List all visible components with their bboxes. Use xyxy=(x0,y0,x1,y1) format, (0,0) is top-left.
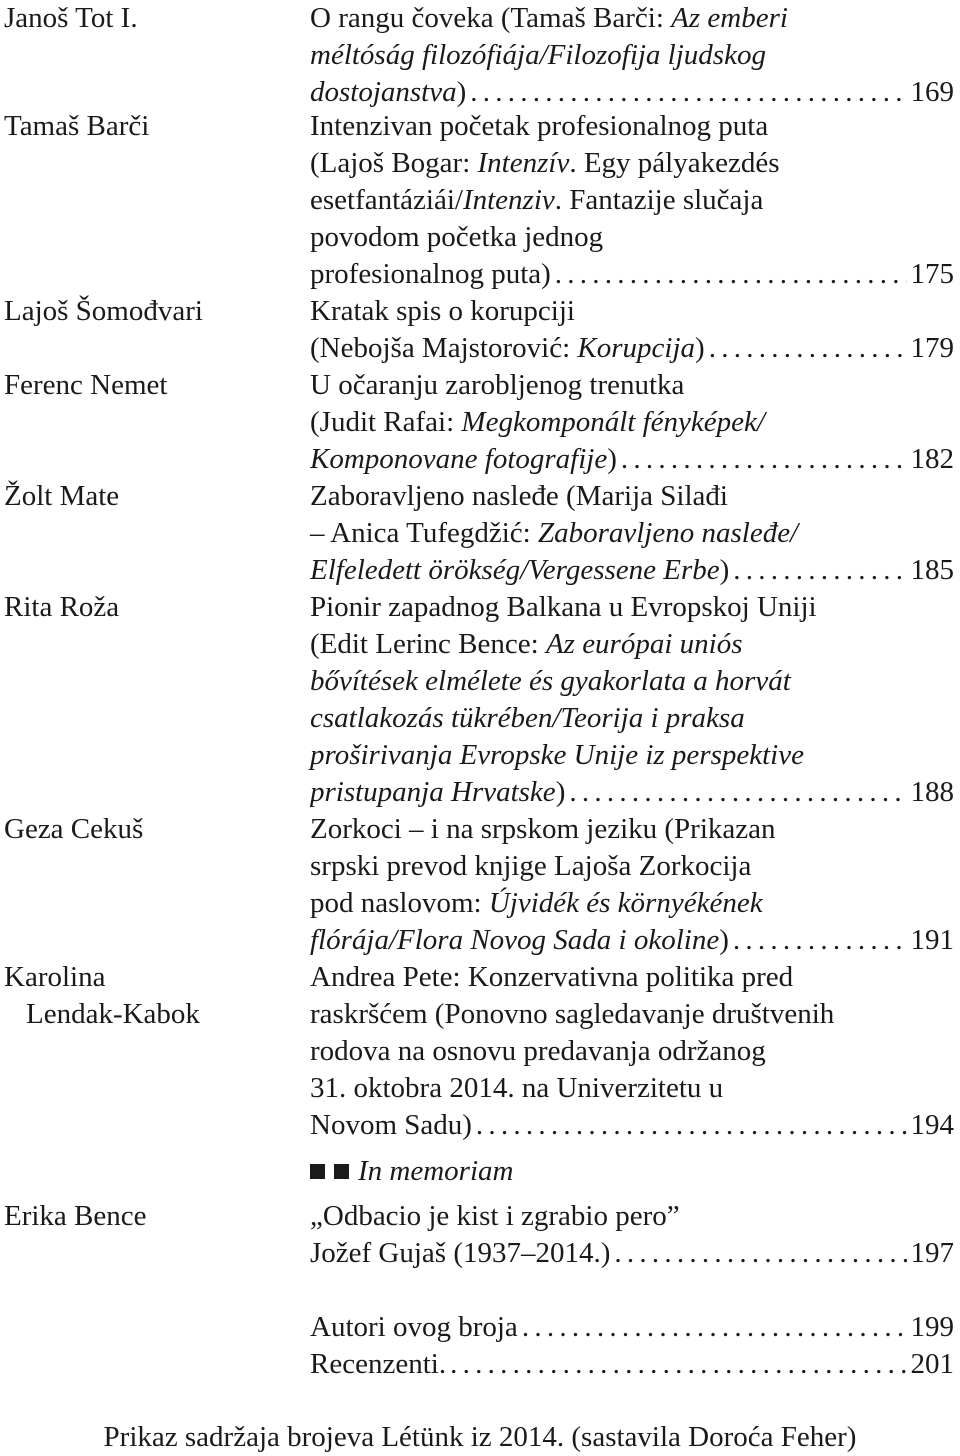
entry-title xyxy=(310,0,954,111)
section-heading-text: In memoriam xyxy=(358,1155,514,1187)
title-italic-text: Elfeledett örökség/Vergessene Erbe xyxy=(310,554,720,586)
title-line xyxy=(310,1198,954,1235)
title-line xyxy=(310,37,954,74)
entry-title xyxy=(310,1346,954,1383)
dot-leader xyxy=(569,774,906,811)
title-text: „Odbacio je kist i zgrabio pero” xyxy=(310,1200,680,1232)
title-text: Kratak spis o korupciji xyxy=(310,295,575,327)
title-last-line xyxy=(310,441,954,478)
title-italic-text: dostojanstva xyxy=(310,76,457,108)
author-name-continued: Lendak-Kabok xyxy=(26,998,200,1030)
title-italic-text: Az európai uniós xyxy=(545,628,743,660)
title-last-line xyxy=(310,552,954,589)
title-italic-text: Zaboravljeno nasleđe/ xyxy=(537,517,799,549)
title-text: ) xyxy=(555,776,566,808)
entry-title xyxy=(310,293,954,367)
title-line xyxy=(310,108,954,145)
entry-author xyxy=(4,589,294,626)
entry-author xyxy=(4,1198,294,1235)
dot-leader xyxy=(621,441,907,478)
title-line xyxy=(310,1033,954,1070)
title-text: Intenzivan početak profesionalnog puta xyxy=(310,110,769,142)
title-line-text xyxy=(310,774,565,811)
title-line xyxy=(310,219,954,256)
title-line xyxy=(310,145,954,182)
entry-title xyxy=(310,811,954,959)
entry-author xyxy=(4,811,294,848)
author-name: Tamaš Barči xyxy=(4,110,150,142)
dot-leader xyxy=(522,1309,907,1346)
entry-title xyxy=(310,1198,954,1272)
entry-author xyxy=(4,108,294,145)
title-text: Recenzenti. xyxy=(310,1348,447,1380)
title-line-text xyxy=(310,922,729,959)
title-line-text xyxy=(310,441,617,478)
dot-leader xyxy=(709,330,907,367)
title-text: ) xyxy=(695,332,705,364)
title-text: povodom početka jednog xyxy=(310,221,604,253)
title-text: pod naslovom: xyxy=(310,887,489,919)
page-number: 201 xyxy=(910,1348,954,1380)
page-number: 169 xyxy=(910,76,954,108)
title-line xyxy=(310,293,954,330)
title-line xyxy=(310,885,954,922)
title-line-text xyxy=(310,1346,446,1383)
title-italic-text: Megkomponált fényképek/ xyxy=(461,406,765,438)
title-text: O rangu čoveka (Tamaš Barči: xyxy=(310,2,672,34)
page-number: 191 xyxy=(910,924,954,956)
title-last-line xyxy=(310,256,954,293)
title-line xyxy=(310,700,954,737)
title-text: Zorkoci – i na srpskom jeziku (Prikazan xyxy=(310,813,776,845)
title-line xyxy=(310,0,954,37)
title-line xyxy=(310,848,954,885)
title-line xyxy=(310,404,954,441)
page-number: 179 xyxy=(910,332,954,364)
page-number: 175 xyxy=(910,258,954,290)
title-line-text xyxy=(310,74,466,111)
entry-author xyxy=(4,367,294,404)
title-line xyxy=(310,589,954,626)
title-text: raskršćem (Ponovno sagledavanje društvenih xyxy=(310,998,835,1030)
page-number: 188 xyxy=(910,776,954,808)
title-italic-text: proširivanja Evropske Unije iz perspektive xyxy=(310,739,804,771)
title-text: ) xyxy=(719,924,729,956)
title-text: rodova na osnovu predavanja održanog xyxy=(310,1035,766,1067)
title-text: esetfantáziái/ xyxy=(310,184,463,216)
title-last-line xyxy=(310,1235,954,1272)
title-line xyxy=(310,811,954,848)
title-italic-text: Komponovane fotografije xyxy=(310,443,608,475)
title-line xyxy=(310,959,954,996)
title-line xyxy=(310,1070,954,1107)
page-number: 182 xyxy=(910,443,954,475)
title-line xyxy=(310,996,954,1033)
title-text: ) xyxy=(607,443,617,475)
entry-author xyxy=(4,959,294,1033)
title-italic-text: Újvidék és környékének xyxy=(488,887,763,919)
title-last-line xyxy=(310,922,954,959)
title-italic-text: bővítések elmélete és gyakorlata a horvát xyxy=(310,665,791,697)
title-text: (Judit Rafai: xyxy=(310,406,462,438)
title-text: ) xyxy=(456,76,467,108)
title-line-text xyxy=(310,1107,472,1144)
dot-leader xyxy=(450,1346,906,1383)
title-text: Pionir zapadnog Balkana u Evropskoj Uniji xyxy=(310,591,817,623)
title-text: Andrea Pete: Konzervativna politika pred xyxy=(310,961,794,993)
author-name: Karolina xyxy=(4,961,106,993)
entry-author xyxy=(4,478,294,515)
title-text: (Nebojša Majstorović: xyxy=(310,332,578,364)
title-line xyxy=(310,367,954,404)
title-italic-text: Korupcija xyxy=(577,332,696,364)
page-number: 197 xyxy=(910,1237,954,1269)
title-line-text xyxy=(310,1309,518,1346)
title-text: ) xyxy=(719,554,730,586)
author-name: Rita Roža xyxy=(4,591,120,623)
title-last-line xyxy=(310,330,954,367)
author-name: Erika Bence xyxy=(4,1200,147,1232)
page-caption: Prikaz sadržaja brojeva Létünk iz 2014. (sastavila Doroća Feher) xyxy=(103,1421,857,1453)
entry-title xyxy=(310,478,954,589)
title-last-line xyxy=(310,1346,954,1383)
title-italic-text: Intenzív xyxy=(477,147,570,179)
title-text: . Egy pályakezdés xyxy=(569,147,780,179)
dot-leader xyxy=(733,922,907,959)
entry-author xyxy=(4,0,294,37)
title-italic-text: Az emberi xyxy=(671,2,788,34)
dot-leader xyxy=(614,1235,906,1272)
author-name: Janoš Tot I. xyxy=(4,2,138,34)
title-italic-text: Intenziv xyxy=(462,184,555,216)
title-text: (Edit Lerinc Bence: xyxy=(310,628,546,660)
square-bullet-icon xyxy=(310,1164,325,1179)
title-line-text xyxy=(310,552,729,589)
title-text: Zaboravljeno nasleđe (Marija Silađi xyxy=(310,480,728,512)
title-text: Autori ovog broja xyxy=(310,1311,518,1343)
title-line xyxy=(310,515,954,552)
section-heading xyxy=(310,1153,513,1190)
title-line xyxy=(310,737,954,774)
title-last-line xyxy=(310,774,954,811)
title-line-text xyxy=(310,1235,610,1272)
page-number: 199 xyxy=(910,1311,954,1343)
title-text: 31. oktobra 2014. na Univerzitetu u xyxy=(310,1072,724,1104)
entry-title xyxy=(310,108,954,293)
title-line-text xyxy=(310,256,551,293)
title-text: U očaranju zarobljenog trenutka xyxy=(310,369,685,401)
title-last-line xyxy=(310,1309,954,1346)
title-text: – Anica Tufegdžić: xyxy=(310,517,538,549)
author-name: Lajoš Šomođvari xyxy=(4,295,203,327)
title-italic-text: pristupanja Hrvatske xyxy=(310,776,556,808)
author-name: Žolt Mate xyxy=(4,480,120,512)
title-line xyxy=(310,626,954,663)
author-name: Ferenc Nemet xyxy=(4,369,168,401)
title-line-text xyxy=(310,330,705,367)
entry-title xyxy=(310,589,954,811)
title-line xyxy=(310,478,954,515)
title-text: profesionalnog puta) xyxy=(310,258,551,290)
dot-leader xyxy=(733,552,906,589)
entry-title xyxy=(310,959,954,1144)
page-number: 194 xyxy=(910,1109,954,1141)
entry-title xyxy=(310,1309,954,1346)
title-last-line xyxy=(310,1107,954,1144)
title-text: . Fantazije slučaja xyxy=(554,184,764,216)
title-text: srpski prevod knjige Lajoša Zorkocija xyxy=(310,850,752,882)
square-bullet-icon xyxy=(334,1164,349,1179)
title-text: Novom Sadu) xyxy=(310,1109,472,1141)
dot-leader xyxy=(476,1107,907,1144)
entry-author xyxy=(4,293,294,330)
author-name: Geza Cekuš xyxy=(4,813,144,845)
title-text: (Lajoš Bogar: xyxy=(310,147,478,179)
title-line xyxy=(310,663,954,700)
title-italic-text: csatlakozás tükrében/Teorija i praksa xyxy=(310,702,745,734)
entry-title xyxy=(310,367,954,478)
title-last-line xyxy=(310,74,954,111)
page-number: 185 xyxy=(910,554,954,586)
title-text: Jožef Gujaš (1937–2014.) xyxy=(310,1237,611,1269)
dot-leader xyxy=(470,74,906,111)
dot-leader xyxy=(555,256,907,293)
title-line xyxy=(310,182,954,219)
title-italic-text: flórája/Flora Novog Sada i okoline xyxy=(310,924,720,956)
title-italic-text: méltóság filozófiája/Filozofija ljudskog xyxy=(310,39,766,71)
